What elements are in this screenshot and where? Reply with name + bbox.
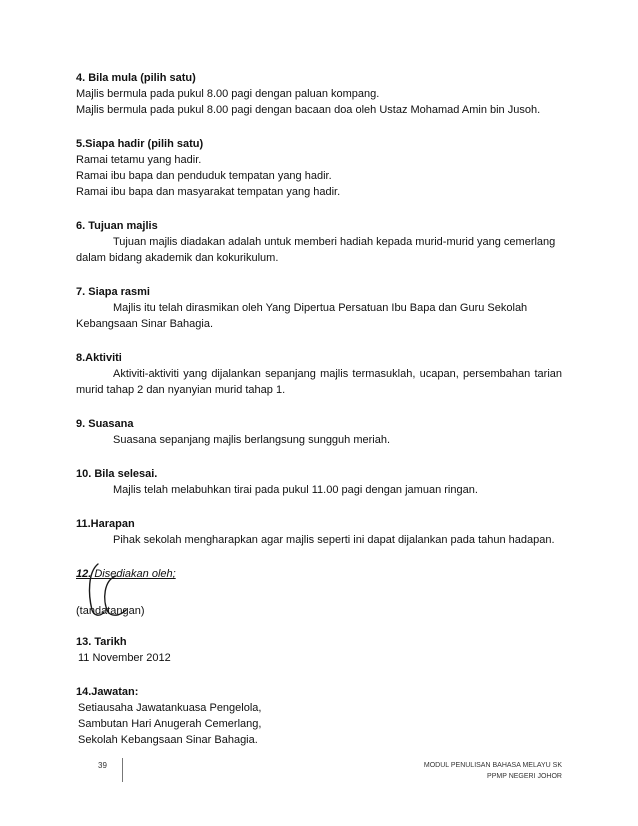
option-line: Ramai ibu bapa dan masyarakat tempatan yang hadir. — [76, 186, 341, 198]
section-bila-mula — [76, 70, 562, 118]
page-number: 39 — [98, 761, 107, 770]
option-line: Majlis bermula pada pukul 8.00 pagi dengan paluan kompang. — [76, 88, 380, 100]
section-paragraph: Suasana sepanjang majlis berlangsung sungguh meriah. — [113, 434, 391, 446]
section-paragraph: Pihak sekolah mengharapkan agar majlis seperti ini dapat dijalankan pada tahun hadapan. — [113, 534, 555, 546]
option-line: Ramai ibu bapa dan penduduk tempatan yang hadir. — [76, 170, 332, 182]
section-paragraph: Majlis telah melabuhkan tirai pada pukul 11.00 pagi dengan jamuan ringan. — [113, 484, 478, 496]
footer-line: PPMP NEGERI JOHOR — [487, 773, 562, 780]
section-bila-selesai — [76, 466, 562, 498]
prepared-by-label: Disediakan oleh; — [91, 568, 176, 580]
footer-divider — [122, 758, 123, 782]
document-body — [76, 70, 562, 582]
position-line: Sekolah Kebangsaan Sinar Bahagia. — [78, 734, 258, 746]
section-heading: 8.Aktiviti — [76, 352, 122, 364]
prepared-by-number: 12. — [76, 568, 92, 580]
section-heading: 6. Tujuan majlis — [76, 220, 158, 232]
position-line: Sambutan Hari Anugerah Cemerlang, — [78, 718, 262, 730]
section-jawatan — [76, 684, 562, 748]
section-siapa-rasmi — [76, 284, 562, 332]
section-paragraph: Majlis itu telah dirasmikan oleh Yang Dipertua Persatuan Ibu Bapa dan Guru Sekolah Kebangsaan Sinar Bahagia. — [76, 302, 528, 330]
section-heading: 13. Tarikh — [76, 636, 127, 648]
prepared-by-heading — [76, 566, 562, 582]
section-harapan — [76, 516, 562, 548]
section-heading: 7. Siapa rasmi — [76, 286, 150, 298]
position-line: Setiausaha Jawatankuasa Pengelola, — [78, 702, 262, 714]
footer-line: MODUL PENULISAN BAHASA MELAYU SK — [423, 762, 562, 769]
section-tujuan — [76, 218, 562, 266]
date-value: 11 November 2012 — [78, 652, 171, 664]
document-body-lower — [76, 634, 562, 748]
section-siapa-hadir — [76, 136, 562, 200]
footer-module-title — [342, 760, 562, 782]
section-aktiviti — [76, 350, 562, 398]
section-heading: 10. Bila selesai. — [76, 468, 158, 480]
section-suasana — [76, 416, 562, 448]
section-heading: 5.Siapa hadir (pilih satu) — [76, 138, 204, 150]
section-heading: 4. Bila mula (pilih satu) — [76, 72, 196, 84]
section-heading: 11.Harapan — [76, 518, 135, 530]
section-paragraph: Tujuan majlis diadakan adalah untuk memberi hadiah kepada murid-murid yang cemerlang dalam bidang akademik dan kokurikulum. — [76, 236, 556, 264]
option-line: Majlis bermula pada pukul 8.00 pagi dengan bacaan doa oleh Ustaz Mohamad Amin bin Jusoh. — [76, 104, 541, 116]
section-heading: 14.Jawatan: — [76, 686, 139, 698]
option-line: Ramai tetamu yang hadir. — [76, 154, 202, 166]
section-tarikh — [76, 634, 562, 666]
section-heading: 9. Suasana — [76, 418, 134, 430]
section-paragraph: Aktiviti-aktiviti yang dijalankan sepanjang majlis termasuklah, ucapan, persembahan tarian murid tahap 2 dan nyanyian murid tahap 1. — [76, 368, 562, 396]
signature-caption: (tandatangan) — [76, 605, 145, 617]
